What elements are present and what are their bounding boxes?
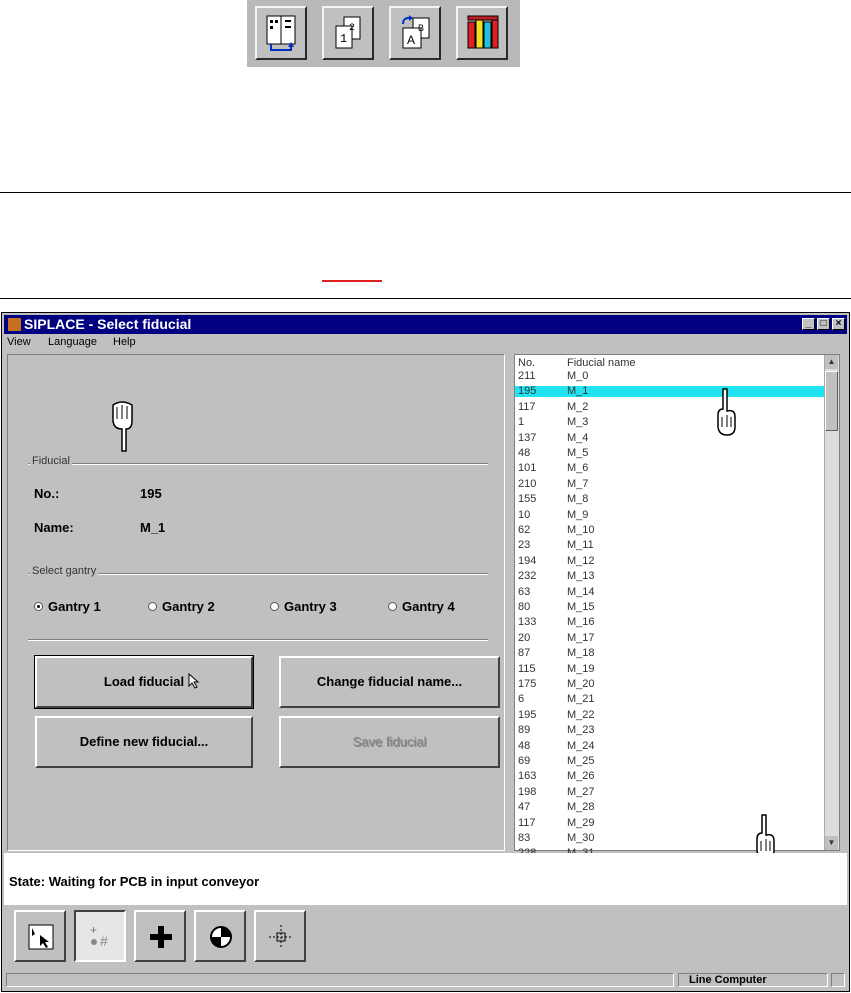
fiducial-name-label: Name:: [34, 520, 74, 535]
svg-text:B: B: [418, 23, 425, 33]
fiducial-no-cell: 175: [518, 678, 537, 690]
fiducial-name-cell: M_20: [567, 678, 595, 690]
gantry-3-radio[interactable]: Gantry 3: [270, 599, 337, 614]
gantry-4-radio[interactable]: Gantry 4: [388, 599, 455, 614]
copy-pages-button[interactable]: [322, 6, 374, 60]
books-button[interactable]: [456, 6, 508, 60]
list-header: [515, 357, 839, 371]
gantry-1-radio[interactable]: Gantry 1: [34, 599, 101, 614]
fiducial-no-cell: 133: [518, 616, 537, 629]
list-item[interactable]: [515, 510, 839, 521]
fiducial-no-label: No.:: [34, 486, 60, 501]
list-item[interactable]: [515, 694, 839, 705]
fiducial-name-cell: M_3: [567, 416, 589, 429]
list-item[interactable]: [515, 679, 839, 690]
list-item[interactable]: [515, 771, 839, 782]
window-title: SIPLACE - Select fiducial: [24, 316, 192, 332]
fiducial-name-cell: M_7: [567, 477, 589, 490]
fiducial-name-cell: M_6: [567, 462, 589, 475]
books-icon: [466, 14, 500, 54]
maximize-button[interactable]: □: [817, 318, 830, 330]
fiducial-name-cell: M_27: [567, 785, 595, 798]
fiducial-name-cell: M_13: [567, 570, 595, 583]
fiducial-name-cell: M_29: [567, 816, 595, 829]
fiducial-no-cell: 69: [518, 755, 531, 767]
column-header-no[interactable]: No.: [518, 357, 536, 369]
fiducial-no-cell: 47: [518, 801, 531, 814]
menu-help[interactable]: Help: [113, 336, 136, 348]
fiducial-name-cell: M_24: [567, 739, 595, 752]
divider-line: [0, 192, 851, 193]
scrollbar-thumb[interactable]: [825, 371, 838, 431]
status-cell-empty: [6, 973, 674, 987]
top-toolbar: [247, 0, 520, 67]
fiducial-no-cell: 89: [518, 724, 531, 737]
fiducial-no-cell: 1: [518, 416, 525, 429]
fiducial-no-cell: 83: [518, 832, 531, 844]
list-item[interactable]: [515, 556, 839, 567]
gantry-transfer-button[interactable]: [255, 6, 307, 60]
list-item[interactable]: [515, 818, 839, 829]
fiducial-no-cell: 6: [518, 693, 525, 706]
camera-icon: [208, 924, 234, 950]
fiducial-no-cell: 101: [518, 462, 537, 475]
list-item[interactable]: [515, 756, 839, 767]
fiducial-name-cell: M_1: [567, 385, 589, 398]
fiducial-name-cell: M_23: [567, 724, 595, 737]
list-item[interactable]: [515, 602, 839, 613]
fiducial-no-cell: 62: [518, 524, 531, 536]
list-item[interactable]: [515, 448, 839, 459]
fiducial-name-cell: M_11: [567, 539, 594, 552]
fiducial-name-cell: M_5: [567, 447, 589, 459]
list-item[interactable]: [515, 741, 839, 752]
menu-language[interactable]: Language: [48, 336, 97, 348]
list-item[interactable]: [515, 710, 839, 721]
list-item[interactable]: [515, 371, 839, 382]
mouse-cursor-icon: [188, 673, 200, 689]
state-text: State: Waiting for PCB in input conveyor: [9, 874, 260, 889]
list-item[interactable]: [515, 617, 839, 628]
gantry-transfer-icon: [265, 14, 299, 54]
svg-text:A: A: [407, 33, 416, 47]
list-scrollbar[interactable]: [824, 355, 839, 850]
status-bar: [4, 971, 847, 989]
fiducial-name-cell: M_17: [567, 631, 595, 644]
fiducial-name-cell: M_26: [567, 770, 595, 783]
bottom-toolbar: [4, 907, 847, 969]
fiducial-no-cell: 211: [518, 370, 536, 382]
fiducial-no-cell: 198: [518, 785, 537, 798]
fiducial-name-cell: M_0: [567, 370, 589, 382]
fiducial-no-cell: 195: [518, 385, 537, 398]
fiducial-no-cell: 117: [518, 816, 536, 829]
list-item[interactable]: [515, 648, 839, 659]
red-underline-mark: [322, 280, 382, 282]
scroll-up-arrow-icon[interactable]: ▲: [825, 355, 838, 369]
list-item[interactable]: [515, 633, 839, 644]
fiducial-name-value: M_1: [140, 520, 166, 535]
center-cross-tool-button[interactable]: [254, 910, 306, 962]
fiducial-name-cell: M_19: [567, 662, 595, 675]
fiducial-no-cell: 155: [518, 493, 537, 506]
close-button[interactable]: ×: [832, 318, 845, 330]
list-item[interactable]: [515, 540, 839, 551]
fiducial-name-cell: M_14: [567, 585, 595, 598]
fiducial-no-cell: 48: [518, 447, 531, 459]
list-item[interactable]: [515, 664, 839, 675]
column-header-name[interactable]: Fiducial name: [567, 357, 636, 369]
fiducial-no-cell: 117: [518, 400, 536, 413]
rename-document-button[interactable]: [389, 6, 441, 60]
fiducial-name-cell: M_22: [567, 708, 595, 721]
pointer-icon: [28, 924, 54, 950]
fiducial-name-cell: M_18: [567, 647, 595, 660]
list-item[interactable]: [515, 787, 839, 798]
state-panel: [4, 853, 847, 905]
fiducial-name-cell: M_4: [567, 431, 589, 444]
rename-document-icon: [399, 14, 433, 54]
list-item[interactable]: [515, 433, 839, 444]
fiducial-name-cell: M_12: [567, 554, 595, 567]
list-item[interactable]: [515, 571, 839, 582]
fiducial-group-label: Fiducial: [32, 455, 70, 467]
list-item[interactable]: [515, 386, 839, 397]
fiducial-no-cell: 10: [518, 508, 531, 521]
fiducial-grid-tool-button[interactable]: [74, 910, 126, 962]
fiducial-no-cell: 232: [518, 570, 537, 583]
fiducial-grid-icon: [88, 924, 114, 950]
list-item[interactable]: [515, 725, 839, 736]
siplace-app-icon: [8, 318, 21, 331]
svg-text:2: 2: [349, 23, 356, 34]
fiducial-name-cell: M_25: [567, 755, 595, 767]
fiducial-no-cell: 23: [518, 539, 531, 552]
svg-text:1: 1: [340, 32, 348, 46]
camera-tool-button[interactable]: [194, 910, 246, 962]
fiducial-name-cell: M_30: [567, 832, 595, 844]
fiducial-name-cell: M_15: [567, 601, 595, 613]
status-line-computer: Line Computer: [678, 973, 828, 987]
save-fiducial-button: Save fiducial: [279, 716, 500, 768]
list-item[interactable]: [515, 479, 839, 490]
list-item[interactable]: [515, 463, 839, 474]
fiducial-no-cell: 87: [518, 647, 531, 660]
change-fiducial-name-button[interactable]: Change fiducial name...: [279, 656, 500, 708]
fiducial-no-value: 195: [140, 486, 162, 501]
status-cell-grip: [831, 973, 845, 987]
fiducial-no-cell: 194: [518, 554, 537, 567]
copy-pages-icon: [332, 14, 366, 54]
pointer-tool-button[interactable]: [14, 910, 66, 962]
fiducial-no-cell: 115: [518, 662, 536, 675]
list-item[interactable]: [515, 587, 839, 598]
fiducial-no-cell: 163: [518, 770, 537, 783]
list-item[interactable]: [515, 417, 839, 428]
fiducial-no-cell: 48: [518, 739, 531, 752]
minimize-button[interactable]: _: [802, 318, 815, 330]
menu-view[interactable]: View: [7, 336, 31, 348]
fiducial-no-cell: 210: [518, 477, 537, 490]
fiducial-name-cell: M_28: [567, 801, 595, 814]
fiducial-no-cell: 20: [518, 631, 531, 644]
pointing-hand-icon: [108, 399, 138, 455]
separator-line: [28, 639, 488, 641]
cross-move-tool-button[interactable]: [134, 910, 186, 962]
fiducial-name-cell: M_21: [567, 693, 595, 706]
list-item[interactable]: [515, 402, 839, 413]
fiducial-name-cell: M_2: [567, 400, 589, 413]
define-new-fiducial-button[interactable]: Define new fiducial...: [35, 716, 253, 768]
center-cross-icon: [268, 924, 294, 950]
svg-text:+: +: [90, 923, 98, 937]
fiducial-name-cell: M_10: [567, 524, 595, 536]
scroll-down-arrow-icon[interactable]: ▼: [825, 836, 838, 850]
fiducial-no-cell: 137: [518, 431, 537, 444]
fiducial-name-cell: M_9: [567, 508, 589, 521]
fiducial-no-cell: 63: [518, 585, 531, 598]
svg-text:#: #: [100, 933, 108, 949]
pointing-hand-icon: [713, 387, 739, 437]
list-item[interactable]: [515, 833, 839, 844]
list-item[interactable]: [515, 494, 839, 505]
list-item[interactable]: [515, 525, 839, 536]
app-window: [1, 312, 850, 992]
fiducial-list[interactable]: [514, 354, 840, 851]
fiducial-name-cell: M_8: [567, 493, 589, 506]
gantry-group-label: Select gantry: [32, 565, 97, 577]
load-fiducial-button[interactable]: Load fiducial: [35, 656, 253, 708]
divider-line: [0, 298, 851, 299]
list-item[interactable]: [515, 802, 839, 813]
title-bar: [4, 315, 847, 334]
gantry-2-radio[interactable]: Gantry 2: [148, 599, 215, 614]
fiducial-name-cell: M_16: [567, 616, 595, 629]
fiducial-panel: [7, 354, 505, 851]
fiducial-group-frame: [28, 463, 488, 465]
cross-move-icon: [148, 924, 174, 950]
menu-bar: [4, 335, 847, 351]
fiducial-no-cell: 80: [518, 601, 531, 613]
fiducial-no-cell: 195: [518, 708, 537, 721]
